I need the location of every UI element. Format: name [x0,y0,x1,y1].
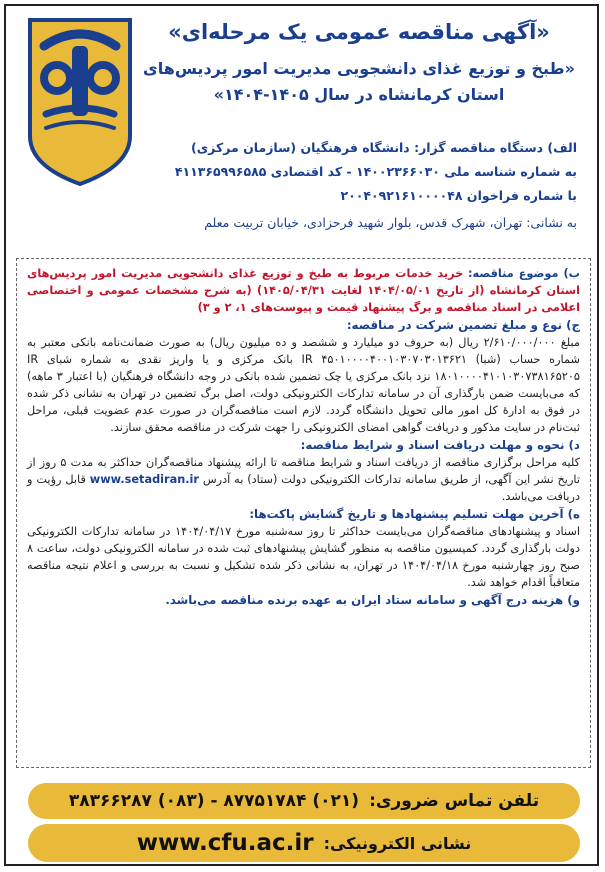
section-b-text: خرید خدمات مربوط به طبخ و توزیع غذای دانشجویی مدیریت امور پردیس‌های استان کرمانشاه (از تاریخ ۱۴۰۴/۰۵/۰۱ لغایت ۱۴۰۵/۰۴/۳۱) (به شرح مشخصات عمومی و اختصاصی اعلامی در اسناد مناقصه و برگ پیشنهاد قیمت و پیوست‌های ۱، ۲ و ۳) [27,267,580,314]
section-e-heading: ه) آخرین مهلت تسلیم پیشنهادها و تاریخ گشایش پاکت‌ها: [249,507,580,521]
section-b [27,265,580,316]
notice-body [16,258,591,768]
address-line: به نشانی: تهران، شهرک قدس، بلوار شهید فرحزادی، خیابان تربیت معلم [204,215,577,230]
national-id-line: به شماره شناسه ملی ۱۴۰۰۲۳۶۶۰۳۰ - کد اقتصادی ۴۱۱۳۶۵۹۹۶۵۸۵ [174,164,577,179]
call-number-line: با شماره فراخوان ۲۰۰۴۰۹۲۱۶۱۰۰۰۰۴۸ [340,188,577,203]
section-c-heading: ج) نوع و مبلغ تضمین شرکت در مناقصه: [346,318,580,332]
subtitle-line-1: «طبخ و توزیع غذای دانشجویی مدیریت امور پردیس‌های [143,59,575,78]
phone-label: تلفن تماس ضروری: [369,791,540,811]
phone-numbers: (۰۲۱) ۸۷۷۵۱۷۸۴ - (۰۸۳) ۳۸۳۶۶۲۸۷ [68,791,360,811]
website-bar [28,824,580,862]
section-d-text [27,454,580,505]
section-c-text: مبلغ ۲/۶۱۰/۰۰۰/۰۰۰ ریال (به حروف دو میلیارد و ششصد و ده میلیون ریال) به صورت ضمانت‌نامه بانکی معتبر به شماره حساب (شبا) IR ۴۵۰۱۰۰۰۰۴۰۰۱۰۳۰۷۰۳۰۱۳۶۲۱ بانک مرکزی و یا واریز نقدی به شماره شبای IR ۱۸۰۱۰۰۰۰۴۱۰۱۰۳۰۷۳۸۱۶۵۲۰۵ نزد بانک مرکزی یا چک تضمین شده بانکی در وجه دانشگاه فرهنگیان (با اعتبار ۳ ماهه) که می‌بایست ضمن بارگذاری آن در سامانه تدارکات الکترونیکی دولت، اصل برگ تضمین در تهران به نشانی ذکر شده در فوق به ادارهٔ کل امور مالی تحویل دانشگاه گردد. لازم است مناقصه‌گران در صورت عدم عضویت قبلی، مراحل ثبت‌نام در سایت مذکور و دریافت گواهی امضای الکترونیکی را جهت شرکت در مناقصه محقق سازند. [27,336,580,434]
website-label: نشانی الکترونیکی: [323,833,472,853]
notice-subtitle [139,56,579,108]
phone-bar [28,783,580,819]
section-d-heading: د) نحوه و مهلت دریافت اسناد و شرایط مناقصه: [300,438,580,452]
organizer-line: الف) دستگاه مناقصه گزار: دانشگاه فرهنگیان (سازمان مرکزی) [191,140,577,155]
section-f-text: و) هزینه درج آگهی و سامانه ستاد ایران به عهده برنده مناقصه می‌باشد. [165,593,580,607]
subtitle-line-2: استان کرمانشاه در سال ۱۴۰۵-۱۴۰۴» [213,85,505,104]
section-e-text: اسناد و پیشنهادهای مناقصه‌گران می‌بایست حداکثر تا روز سه‌شنبه مورخ ۱۴۰۴/۰۴/۱۷ در سامانه تدارکات الکترونیکی دولت بارگذاری گردد. کمیسیون مناقصه به منظور گشایش پیشنهادهای ثبت شده در سامانه الکترونیکی دولت، ساعت ۸ صبح روز چهارشنبه مورخ ۱۴۰۴/۰۴/۱۸ در تهران، به نشانی ذکر شده تشکیل و نسبت به بررسی و اعلام نتیجه مناقصه متعاقباً اقدام خواهد شد. [27,525,581,589]
notice-header [10,10,595,238]
section-d-body: کلیه مراحل برگزاری مناقصه از دریافت اسناد و شرایط مناقصه تا ارائه پیشنهاد مناقصه‌گران حداکثر به مدت ۵ روز از تاریخ نشر این آگهی، از طریق سامانه تدارکات الکترونیکی دولت (ستاد) به آدرس [27,456,580,486]
setad-website-link[interactable]: www.setadiran.ir [89,473,199,486]
notice-title: «آگهی مناقصه عمومی یک مرحله‌ای» [168,20,550,44]
website-link[interactable]: www.cfu.ac.ir [136,830,314,856]
section-d-tail: قابل رؤیت و دریافت می‌باشد. [27,473,580,503]
section-b-label: ب) موضوع مناقصه: [467,267,581,280]
university-logo [22,16,138,188]
